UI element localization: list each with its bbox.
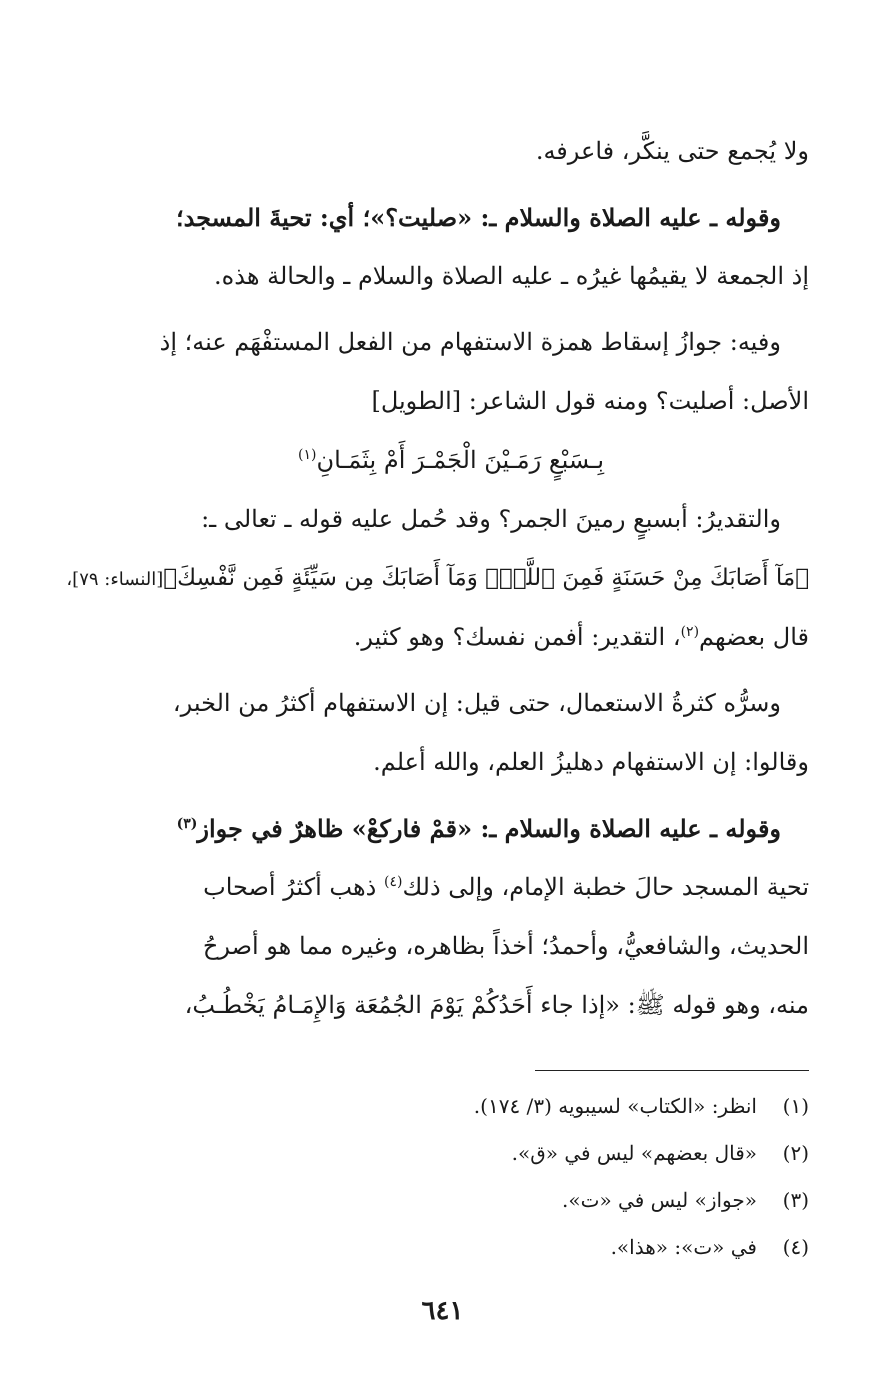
- text-segment: قال بعضهم: [699, 623, 809, 651]
- footnote-item: [93, 1130, 809, 1177]
- verse-reference: [النساء: ٧٩]،: [66, 569, 164, 590]
- footnote-marker-3: (٣): [176, 816, 198, 832]
- footnotes: [93, 1083, 809, 1271]
- text-line: ولا يُجمع حتى ينكَّر، فاعرفه.: [535, 137, 809, 165]
- footnote-number: (١): [782, 1094, 809, 1118]
- text-line: [93, 608, 809, 667]
- main-text: [66, 122, 809, 1035]
- quran-verse-line: [66, 549, 809, 608]
- footnote-number: (٣): [782, 1188, 809, 1212]
- footnote-text: «جواز» ليس في «ت».: [562, 1188, 757, 1212]
- footnote-item: [93, 1224, 809, 1271]
- text-line: والتقديرُ: أبسبعٍ رمينَ الجمر؟ وقد حُمل عليه قوله ـ تعالى ـ:: [201, 505, 781, 533]
- text-segment: تحية المسجد حالَ خطبة الإمام، وإلى ذلك: [402, 873, 809, 901]
- text-line: الحديث، والشافعيُّ، وأحمدُ؛ أخذاً بظاهره، وغيره مما هو أصرحُ: [202, 932, 809, 960]
- text-line: إذ الجمعة لا يقيمُها غيرُه ـ عليه الصلاة والسلام ـ والحالة هذه.: [214, 262, 809, 290]
- footnote-text: «قال بعضهم» ليس في «ق».: [511, 1141, 757, 1165]
- verse-text: بِـسَبْعٍ رَمَـيْنَ الْجَمْـرَ أَمْ بِثَمَـانِ: [316, 446, 605, 474]
- text-segment: ذهب أكثرُ أصحاب: [203, 873, 384, 901]
- footnote-text: انظر: «الكتاب» لسيبويه (٣/ ١٧٤).: [473, 1094, 757, 1118]
- footnote-marker-4: (٤): [383, 874, 403, 890]
- text-line: الأصل: أصليت؟ ومنه قول الشاعر: [الطويل]: [371, 387, 809, 415]
- text-segment: ، التقدير: أفمن نفسك؟ وهو كثير.: [353, 623, 681, 651]
- quran-verse: ﴿مَآ أَصَابَكَ مِنْ حَسَنَةٍ فَمِنَ ٱللَّهِۖ وَمَآ أَصَابَكَ مِن سَيِّئَةٍ فَمِن نَّفْسِكَ﴾: [163, 565, 809, 591]
- page-number: ٦٤١: [421, 1296, 464, 1326]
- poetry-verse: [93, 431, 809, 490]
- footnote-divider: [535, 1070, 809, 1071]
- footnote-item: [93, 1083, 809, 1130]
- footnote-marker-2: (٢): [680, 624, 700, 640]
- text-line: وسرُّه كثرةُ الاستعمال، حتى قيل: إن الاستفهام أكثرُ من الخبر،: [172, 689, 781, 717]
- footnote-item: [93, 1177, 809, 1224]
- footnote-marker-1: (١): [297, 447, 317, 463]
- footnote-number: (٤): [782, 1235, 809, 1259]
- text-line: منه، وهو قوله ﷺ: «إذا جاء أَحَدُكُمْ يَوْمَ الجُمُعَة وَالإِمَـامُ يَخْطُـبُ،: [184, 991, 809, 1019]
- text-line: [93, 799, 809, 858]
- text-line: وفيه: جوازُ إسقاط همزة الاستفهام من الفعل المستفْهَم عنه؛ إذ: [159, 328, 781, 356]
- text-line: وقالوا: إن الاستفهام دهليزُ العلم، والله أعلم.: [373, 748, 809, 776]
- footnote-number: (٢): [782, 1141, 809, 1165]
- text-segment: وقوله ـ عليه الصلاة والسلام ـ: «قمْ فاركعْ» ظاهرٌ في جواز: [197, 814, 781, 843]
- text-line: [93, 858, 809, 917]
- text-line: وقوله ـ عليه الصلاة والسلام ـ: «صليت؟»؛ أي: تحيةَ المسجد؛: [175, 203, 781, 232]
- footnote-text: في «ت»: «هذا».: [610, 1235, 757, 1259]
